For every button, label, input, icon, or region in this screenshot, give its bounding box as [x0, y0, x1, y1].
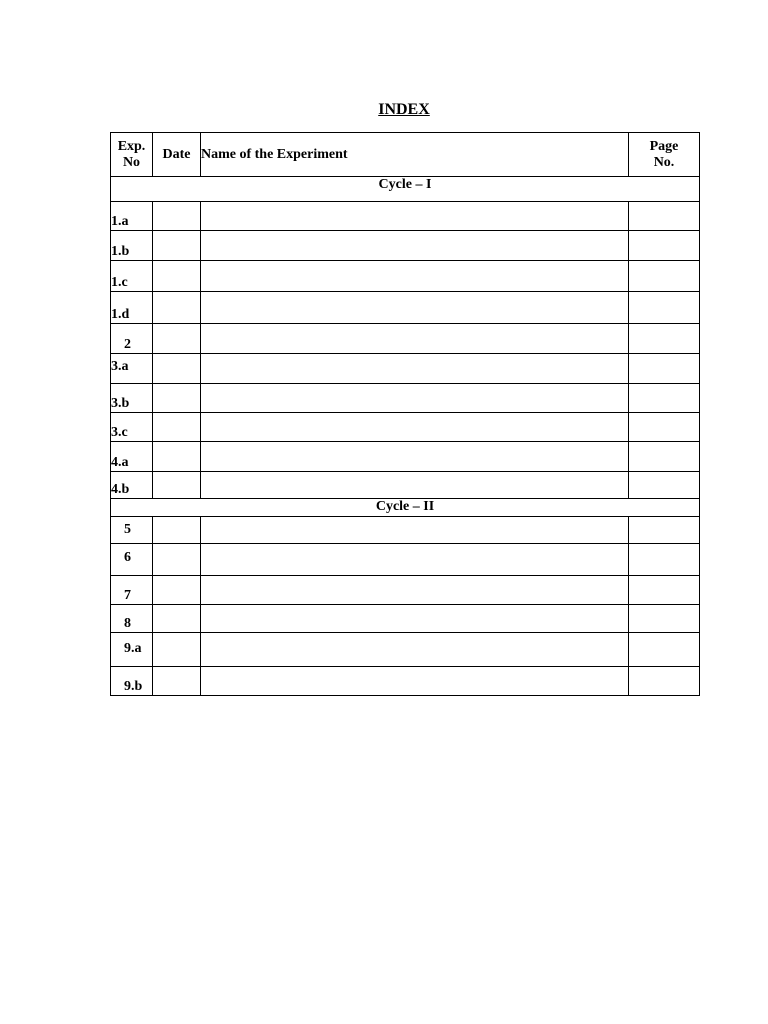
experiment-name-cell	[201, 324, 629, 354]
table-row	[111, 292, 700, 324]
date-cell	[153, 231, 201, 261]
exp-no-cell: 3.c	[111, 413, 153, 442]
date-cell	[153, 324, 201, 354]
experiment-name-cell	[201, 544, 629, 576]
table-row	[111, 384, 700, 413]
table-row	[111, 576, 700, 605]
date-cell	[153, 202, 201, 231]
header-row	[111, 133, 700, 177]
table-row	[111, 413, 700, 442]
experiment-name-cell	[201, 384, 629, 413]
date-cell	[153, 605, 201, 633]
page-no-cell	[629, 576, 700, 605]
index-table	[110, 132, 700, 696]
experiment-name-cell	[201, 472, 629, 499]
date-cell	[153, 667, 201, 696]
exp-no-cell: 1.c	[111, 261, 153, 292]
experiment-name-cell	[201, 261, 629, 292]
page-no-cell	[629, 633, 700, 667]
table-row	[111, 667, 700, 696]
exp-no-cell: 2	[111, 324, 153, 354]
page-no-cell	[629, 261, 700, 292]
exp-no-cell: 1.a	[111, 202, 153, 231]
exp-no-cell: 1.d	[111, 292, 153, 324]
table-row	[111, 324, 700, 354]
exp-no-cell: 6	[111, 544, 153, 576]
table-row	[111, 472, 700, 499]
cycle-row-2	[111, 499, 700, 517]
cycle-label: Cycle – II	[111, 499, 700, 517]
date-cell	[153, 261, 201, 292]
experiment-name-cell	[201, 576, 629, 605]
exp-no-cell: 9.b	[111, 667, 153, 696]
page-no-cell	[629, 231, 700, 261]
exp-no-cell: 7	[111, 576, 153, 605]
exp-no-cell: 8	[111, 605, 153, 633]
header-date: Date	[153, 133, 201, 177]
experiment-name-cell	[201, 517, 629, 544]
exp-no-cell: 3.a	[111, 354, 153, 384]
page-no-cell	[629, 324, 700, 354]
table-row	[111, 354, 700, 384]
table-row	[111, 605, 700, 633]
experiment-name-cell	[201, 413, 629, 442]
page-no-cell	[629, 442, 700, 472]
table-row	[111, 633, 700, 667]
table-row	[111, 261, 700, 292]
page-no-cell	[629, 517, 700, 544]
page-no-cell	[629, 354, 700, 384]
date-cell	[153, 633, 201, 667]
page-no-cell	[629, 202, 700, 231]
experiment-name-cell	[201, 292, 629, 324]
exp-no-cell: 4.b	[111, 472, 153, 499]
page-no-cell	[629, 292, 700, 324]
exp-no-cell: 1.b	[111, 231, 153, 261]
experiment-name-cell	[201, 354, 629, 384]
table-row	[111, 202, 700, 231]
table-row	[111, 517, 700, 544]
experiment-name-cell	[201, 231, 629, 261]
date-cell	[153, 517, 201, 544]
date-cell	[153, 413, 201, 442]
header-exp-no: Exp. No	[111, 133, 153, 177]
header-experiment-name: Name of the Experiment	[201, 133, 629, 177]
page-title: INDEX	[378, 101, 430, 118]
cycle-label: Cycle – I	[111, 177, 700, 202]
table-row	[111, 544, 700, 576]
page-no-cell	[629, 472, 700, 499]
experiment-name-cell	[201, 442, 629, 472]
exp-no-cell: 5	[111, 517, 153, 544]
page-no-cell	[629, 384, 700, 413]
date-cell	[153, 576, 201, 605]
date-cell	[153, 292, 201, 324]
date-cell	[153, 472, 201, 499]
page-no-cell	[629, 667, 700, 696]
date-cell	[153, 384, 201, 413]
page-no-cell	[629, 413, 700, 442]
header-page-no: Page No.	[629, 133, 700, 177]
exp-no-cell: 9.a	[111, 633, 153, 667]
date-cell	[153, 442, 201, 472]
table-row	[111, 231, 700, 261]
date-cell	[153, 544, 201, 576]
experiment-name-cell	[201, 667, 629, 696]
exp-no-cell: 4.a	[111, 442, 153, 472]
experiment-name-cell	[201, 202, 629, 231]
date-cell	[153, 354, 201, 384]
cycle-row-1	[111, 177, 700, 202]
page-no-cell	[629, 605, 700, 633]
exp-no-cell: 3.b	[111, 384, 153, 413]
experiment-name-cell	[201, 633, 629, 667]
experiment-name-cell	[201, 605, 629, 633]
page-no-cell	[629, 544, 700, 576]
table-row	[111, 442, 700, 472]
